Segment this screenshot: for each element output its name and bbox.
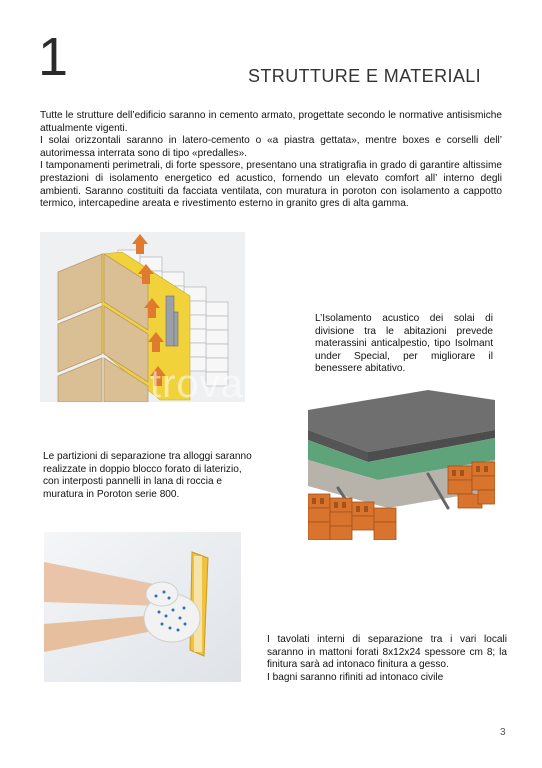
watermark: trovacasa (150, 362, 333, 406)
partitions-caption: Le partizioni di separazione tra alloggi saranno realizzate in doppio blocco forato di laterizio, con interposti pannelli in lana di roccia e muratura in Poroton serie 800. (43, 451, 252, 500)
section-title: STRUTTURE E MATERIALI (248, 66, 482, 86)
bathrooms-text: I bagni saranno rifiniti ad intonaco civile (267, 671, 444, 683)
acoustic-floor-illustration (308, 390, 495, 540)
chapter-number: 1 (38, 27, 69, 87)
plastering-photo (44, 532, 241, 682)
intro-paragraph: I solai orizzontali saranno in latero-cemento o «a piastra gettata», mentre boxes e corselli dell’ autorimessa interrata sono di tipo «predalles». (40, 135, 502, 159)
wall-stratigraphy-illustration (40, 232, 245, 402)
intro-paragraph: Tutte le strutture dell’edificio saranno in cemento armato, progettate secondo le normative antisismiche attualmente vigenti. (40, 110, 502, 134)
intro-paragraph: I tamponamenti perimetrali, di forte spessore, presentano una stratigrafia in grado di garantire altissime prestazioni di isolamento energetico ed acustico, fornendo un elevato comfort all’ interno degli ambienti. Saranno costituiti da facciata ventilata, con muratura in poroton con isolamento a cappotto termico, intercapedine areata e rivestimento esterno in granito gres di alta gamma. (40, 160, 502, 210)
intro-text (40, 110, 502, 211)
internal-walls-text: I tavolati interni di separazione tra i vari locali saranno in mattoni forati 8x12x24 spessore cm 8; la finitura sarà ad intonaco finitura a gesso. (267, 634, 507, 671)
internal-walls-caption (267, 634, 507, 684)
page-number: 3 (500, 727, 506, 738)
acoustic-insulation-caption: L’Isolamento acustico dei solai di divisione tra le abitazioni prevede materassini anticalpestio, tipo Isolmant under Special, per migliorare il benessere abitativo. (315, 313, 493, 375)
